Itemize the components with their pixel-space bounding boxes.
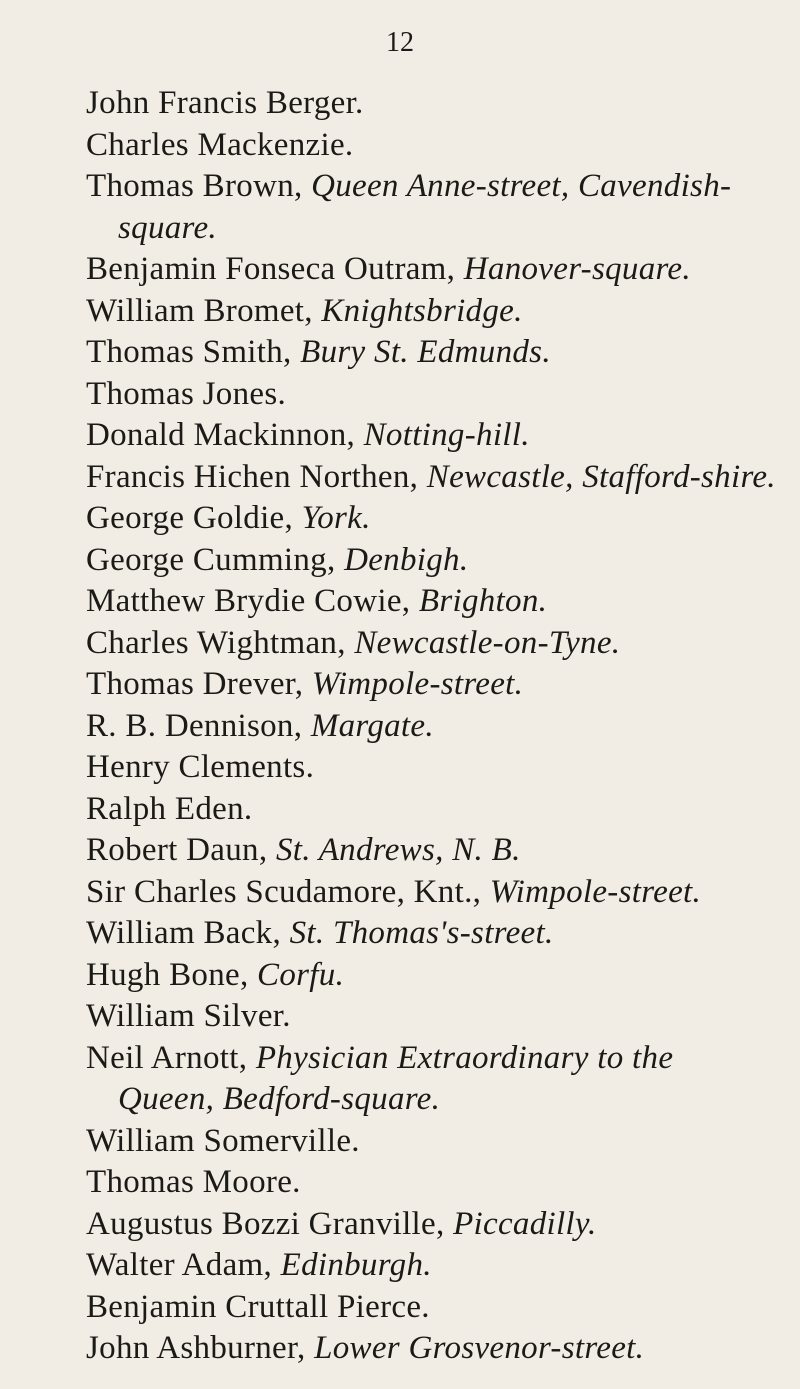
entry-place: Wimpole-street.	[311, 666, 524, 702]
entry-name: Neil Arnott,	[86, 1039, 256, 1076]
list-item	[86, 913, 776, 955]
entry-place: Queen Anne-street, Cavendish-square.	[118, 168, 732, 246]
list-item	[86, 830, 776, 872]
entry-name: Augustus Bozzi Granville,	[86, 1205, 454, 1242]
entry-name: Thomas Brown,	[86, 168, 312, 204]
entry-name: William Back,	[86, 915, 290, 951]
list-item	[86, 540, 776, 582]
entry-place: Physician Extraordinary to the Queen, Bedford-square.	[118, 1039, 674, 1117]
entry-name: Benjamin Cruttall Pierce.	[86, 1288, 430, 1325]
entry-place: Newcastle-on-Tyne.	[354, 624, 621, 661]
entry-name: Robert Daun,	[86, 832, 276, 868]
entry-name: Charles Wightman,	[86, 624, 355, 661]
list-item	[86, 457, 776, 499]
entry-name: Thomas Smith,	[86, 334, 301, 370]
list-item	[86, 1038, 776, 1121]
list-item	[86, 706, 776, 748]
entry-name: George Cumming,	[86, 541, 345, 578]
entry-place: St. Andrews, N. B.	[275, 832, 521, 868]
entry-place: Newcastle, Stafford-shire.	[426, 458, 776, 495]
list-item	[86, 1287, 776, 1329]
list-item	[86, 1162, 776, 1204]
member-list	[86, 83, 776, 1370]
entry-name: R. B. Dennison,	[86, 707, 311, 744]
entry-name: William Somerville.	[86, 1122, 360, 1159]
list-item	[86, 166, 776, 249]
list-item	[86, 125, 776, 167]
list-item	[86, 291, 776, 333]
entry-name: Matthew Brydie Cowie,	[86, 583, 419, 619]
list-item	[86, 498, 776, 540]
entry-name: Thomas Moore.	[86, 1164, 301, 1200]
entry-place: Knightsbridge.	[321, 292, 523, 329]
entry-place: York.	[301, 500, 371, 536]
entry-place: Notting-hill.	[363, 417, 530, 453]
entry-name: John Francis Berger.	[86, 85, 364, 121]
list-item	[86, 623, 776, 665]
entry-name: Charles Mackenzie.	[86, 126, 354, 163]
entry-place: Edinburgh.	[280, 1247, 432, 1283]
entry-place: Corfu.	[257, 956, 345, 993]
entry-name: William Bromet,	[86, 292, 322, 329]
list-item	[86, 1245, 776, 1287]
list-item	[86, 83, 776, 125]
entry-name: Walter Adam,	[86, 1247, 281, 1283]
entry-name: Henry Clements.	[86, 749, 315, 785]
entry-place: Lower Grosvenor-street.	[314, 1330, 645, 1366]
entry-place: Brighton.	[418, 583, 548, 619]
list-item	[86, 1204, 776, 1246]
entry-name: William Silver.	[86, 998, 291, 1034]
entry-place: St. Thomas's-street.	[289, 915, 554, 951]
entry-name: Sir Charles Scudamore, Knt.,	[86, 873, 490, 910]
list-item	[86, 664, 776, 706]
entry-name: George Goldie,	[86, 500, 302, 536]
list-item	[86, 374, 776, 416]
list-item	[86, 581, 776, 623]
entry-place: Bury St. Edmunds.	[300, 334, 551, 370]
entry-place: Wimpole-street.	[489, 873, 702, 910]
list-item	[86, 789, 776, 831]
list-item	[86, 747, 776, 789]
list-item	[86, 955, 776, 997]
list-item	[86, 249, 776, 291]
list-item	[86, 1121, 776, 1163]
entry-name: Donald Mackinnon,	[86, 417, 364, 453]
page-number: 12	[386, 27, 414, 58]
entry-place: Denbigh.	[344, 541, 469, 578]
entry-name: Thomas Drever,	[86, 666, 312, 702]
entry-name: Francis Hichen Northen,	[86, 458, 427, 495]
entry-place: Piccadilly.	[453, 1205, 597, 1242]
entry-name: Benjamin Fonseca Outram,	[86, 251, 464, 287]
list-item	[86, 1328, 776, 1370]
list-item	[86, 872, 776, 914]
entry-name: Hugh Bone,	[86, 956, 258, 993]
entry-name: John Ashburner,	[86, 1330, 315, 1366]
entry-place: Hanover-square.	[463, 251, 691, 287]
entry-name: Ralph Eden.	[86, 790, 253, 827]
list-item	[86, 332, 776, 374]
entry-name: Thomas Jones.	[86, 375, 287, 412]
list-item	[86, 996, 776, 1038]
entry-place: Margate.	[310, 707, 434, 744]
list-item	[86, 415, 776, 457]
